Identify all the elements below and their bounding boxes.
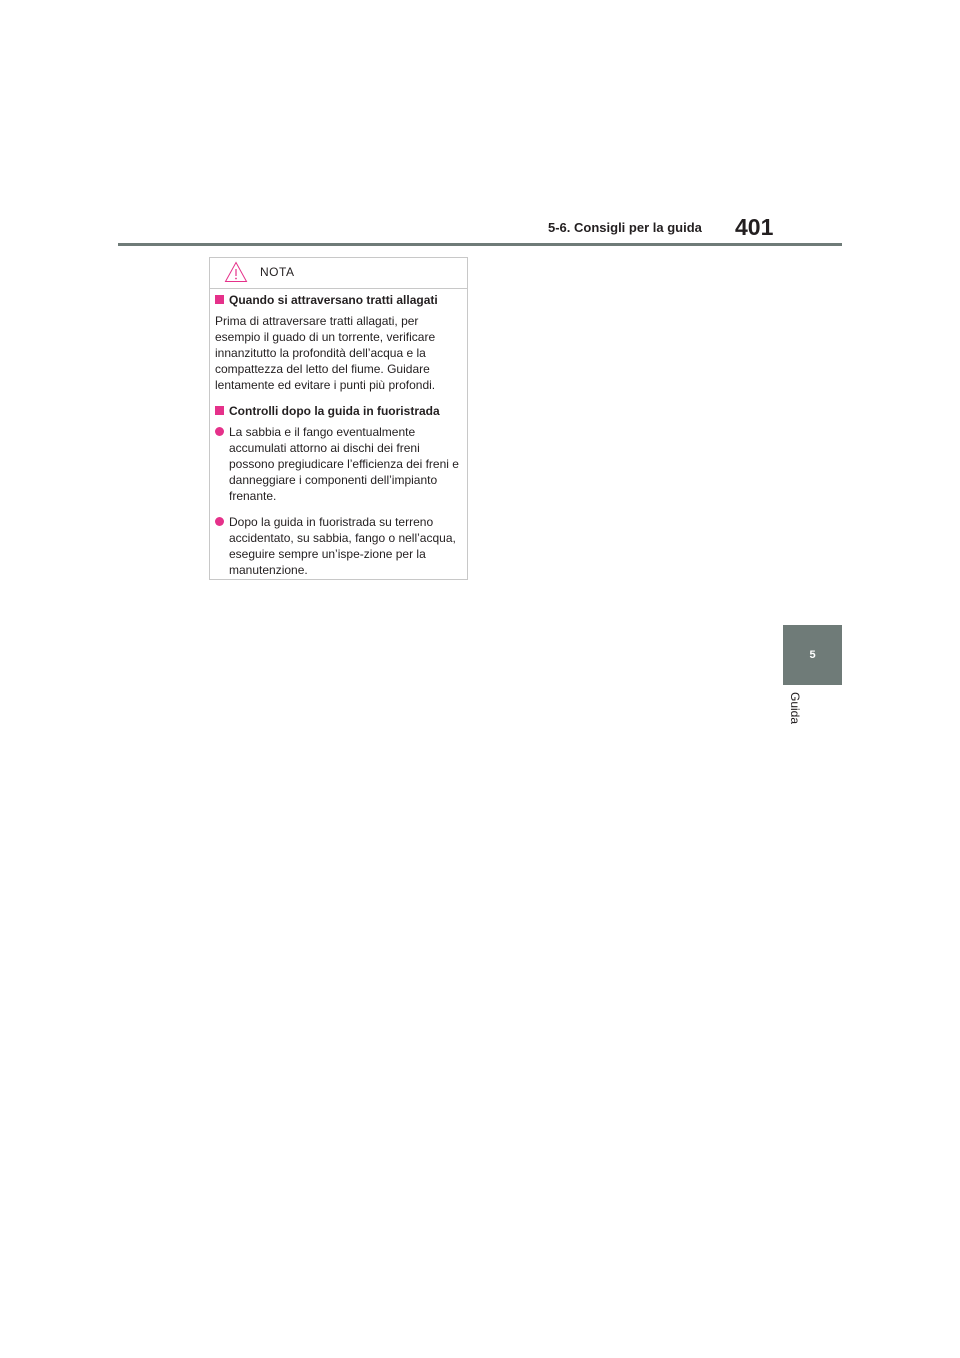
- page-number: 401: [735, 214, 774, 240]
- nota-header: [210, 258, 467, 289]
- header-divider: [118, 243, 842, 246]
- square-bullet-icon: [215, 406, 224, 415]
- list-item: [215, 514, 462, 578]
- warning-triangle-icon: [224, 261, 248, 283]
- square-bullet-icon: [215, 295, 224, 304]
- list-item-text: La sabbia e il fango eventualmente accumulati attorno ai dischi dei freni possono pregiudicare l’efficienza dei freni e danneggiare i componenti dell’impianto frenante.: [229, 425, 459, 503]
- chapter-tab: [783, 625, 842, 685]
- nota-subheading: [215, 292, 462, 308]
- nota-subheading-text: Controlli dopo la guida in fuoristrada: [229, 404, 440, 418]
- nota-box: [209, 257, 468, 580]
- nota-paragraph: Prima di attraversare tratti allagati, per esempio il guado di un torrente, verificare innanzitutto la profondità dell’acqua e la compattezza del letto del fiume. Guidare lentamente ed evitare i punti più profondi.: [215, 314, 436, 392]
- dot-bullet-icon: [215, 427, 224, 436]
- chapter-label: Guida: [788, 692, 802, 725]
- list-item: [215, 424, 462, 504]
- chapter-number: 5: [809, 649, 816, 661]
- list-item-text: Dopo la guida in fuoristrada su terreno accidentato, su sabbia, fango o nell’acqua, eseguire sempre un’ispe-zione per la manutenzione.: [229, 515, 456, 577]
- nota-title: NOTA: [260, 265, 295, 279]
- nota-body: [210, 289, 467, 578]
- nota-subheading: [215, 403, 462, 419]
- nota-subheading-text: Quando si attraversano tratti allagati: [229, 293, 438, 307]
- dot-bullet-icon: [215, 517, 224, 526]
- section-title: 5-6. Consigli per la guida: [548, 220, 702, 235]
